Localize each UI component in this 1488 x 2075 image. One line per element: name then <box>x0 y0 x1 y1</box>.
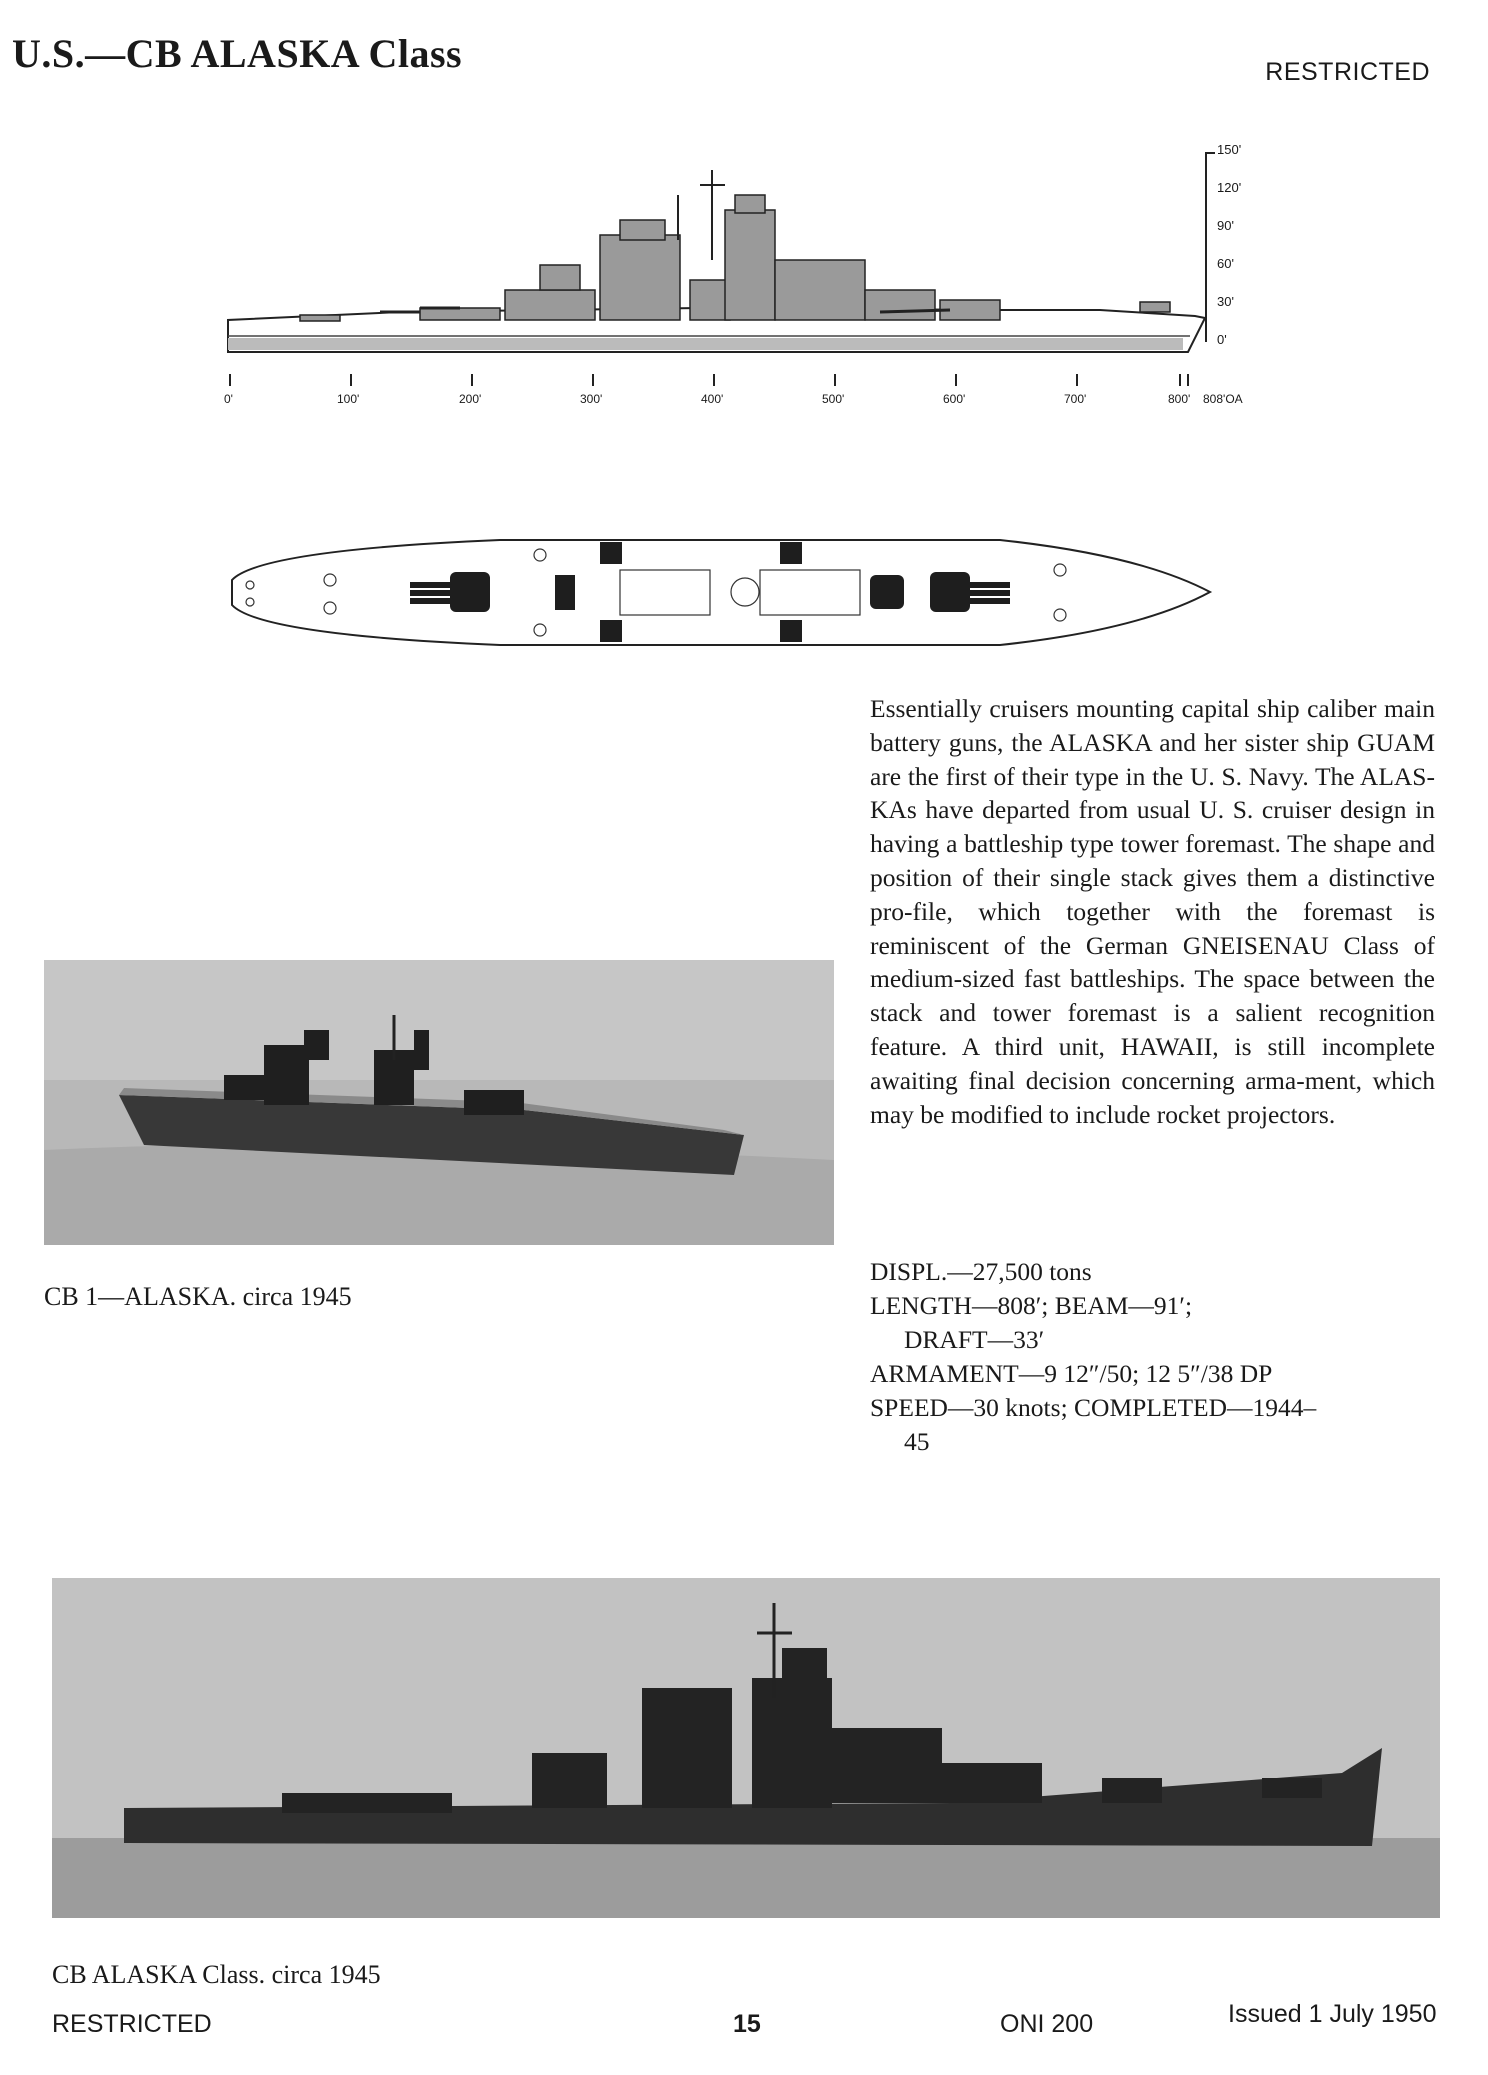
length-scale-label: 400' <box>701 392 724 406</box>
profile-superstructure <box>300 195 1170 321</box>
length-scale-label: 500' <box>822 392 845 406</box>
length-scale-label: 100' <box>337 392 360 406</box>
ship-photo-alaska <box>44 960 834 1245</box>
length-scale-label: 808'OA <box>1203 392 1243 406</box>
height-scale-label: 60' <box>1217 256 1234 271</box>
spec-completed-cont: 45 <box>904 1427 930 1456</box>
classification-marking-bottom: RESTRICTED <box>52 2010 212 2038</box>
spec-armament: ARMAMENT—9 12″/50; 12 5″/38 DP <box>870 1359 1273 1388</box>
page-title: U.S.—CB ALASKA Class <box>12 31 463 76</box>
photo-caption-2: CB ALASKA Class. circa 1945 <box>52 1960 381 1989</box>
issue-date: Issued 1 July 1950 <box>1228 2000 1437 2028</box>
length-scale-ticks <box>0 372 1488 392</box>
photo-caption-1: CB 1—ALASKA. circa 1945 <box>44 1282 352 1311</box>
length-scale-label: 200' <box>459 392 482 406</box>
length-scale-label: 300' <box>580 392 603 406</box>
length-scale-label: 600' <box>943 392 966 406</box>
page-number: 15 <box>733 2010 761 2038</box>
ship-photo-alaska-class <box>52 1578 1440 1918</box>
publication-id: ONI 200 <box>1000 2010 1094 2038</box>
spec-speed-completed: SPEED—30 knots; COMPLETED—1944– <box>870 1393 1317 1422</box>
length-scale-label: 700' <box>1064 392 1087 406</box>
length-scale-label: 800' <box>1168 392 1191 406</box>
height-scale-label: 30' <box>1217 294 1234 309</box>
plan-drawing <box>0 530 1488 660</box>
height-scale-label: 120' <box>1217 180 1242 195</box>
spec-length-beam: LENGTH—808′; BEAM—91′; <box>870 1291 1193 1320</box>
spec-draft: DRAFT—33′ <box>904 1325 1045 1354</box>
length-scale-label: 0' <box>224 392 233 406</box>
classification-marking-top: RESTRICTED <box>1265 58 1430 86</box>
spec-displacement: DISPL.—27,500 tons <box>870 1257 1092 1286</box>
plan-hull <box>232 540 1210 645</box>
ship-description: Essentially cruisers mounting capital ship caliber main battery guns, the ALASKA and her sister ship GUAM are the first of their type in the U. S. Navy. The ALAS-KAs have departed from usual U. S. cruiser design in having a battleship type tower foremast. The shape and position of their single stack gives them a distinctive pro-file, which together with the foremast is reminiscent of the German GNEISENAU Class of medium-sized fast battleships. The space between the stack and tower foremast is a salient recognition feature. A third unit, HAWAII, is still incomplete awaiting final decision concerning arma-ment, which may be modified to include rocket projectors. <box>870 694 1435 1129</box>
height-scale-label: 150' <box>1217 142 1242 157</box>
height-scale-label: 90' <box>1217 218 1234 233</box>
height-scale <box>1205 142 1267 347</box>
height-scale-label: 0' <box>1217 332 1227 347</box>
